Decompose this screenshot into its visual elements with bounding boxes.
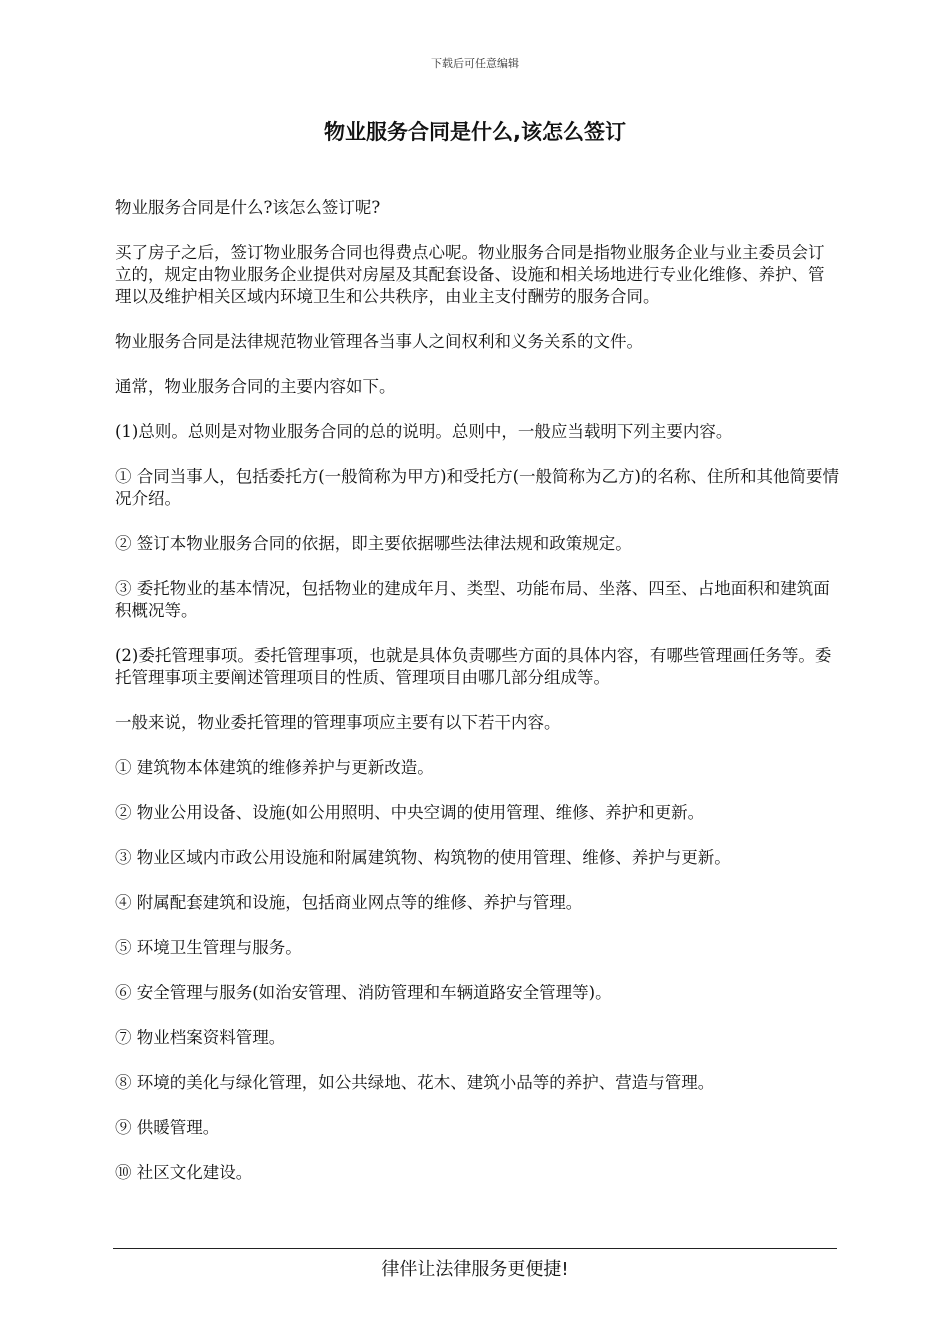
list-item: ⑦ 物业档案资料管理。 [115, 1028, 286, 1047]
paragraph-main-content-intro: 通常，物业服务合同的主要内容如下。 [115, 377, 396, 396]
header-note: 下载后可任意编辑 [431, 57, 519, 70]
paragraph-definition: 买了房子之后，签订物业服务合同也得费点心呢。物业服务合同是指物业服务企业与业主委员会订立的，规定由物业服务企业提供对房屋及其配套设备、设施和相关场地进行专业化维修、养护、管理以及维护相关区域内环境卫生和公共秩序，由业主支付酬劳的服务合同。 [115, 243, 825, 306]
list-item: ⑧ 环境的美化与绿化管理，如公共绿地、花木、建筑小品等的养护、营造与管理。 [115, 1073, 715, 1092]
list-item: ③ 委托物业的基本情况，包括物业的建成年月、类型、功能布局、坐落、四至、占地面积和建筑面积概况等。 [115, 579, 830, 620]
list-item: ④ 附属配套建筑和设施，包括商业网点等的维修、养护与管理。 [115, 893, 583, 912]
page-title: 物业服务合同是什么,该怎么签订 [324, 120, 626, 144]
list-item: ⑥ 安全管理与服务(如治安管理、消防管理和车辆道路安全管理等)。 [115, 983, 612, 1002]
list-item: ③ 物业区域内市政公用设施和附属建筑物、构筑物的使用管理、维修、养护与更新。 [115, 848, 731, 867]
list-item: ⑨ 供暖管理。 [115, 1118, 220, 1137]
paragraph-intro-question: 物业服务合同是什么?该怎么签订呢? [115, 198, 381, 217]
footer-divider [113, 1248, 837, 1249]
list-item: ① 合同当事人，包括委托方(一般简称为甲方)和受托方(一般简称为乙方)的名称、住所和其他简要情况介绍。 [115, 467, 839, 508]
list-item: ① 建筑物本体建筑的维修养护与更新改造。 [115, 758, 434, 777]
paragraph-entrusted-matters: (2)委托管理事项。委托管理事项，也就是具体负责哪些方面的具体内容，有哪些管理画任务等。委托管理事项主要阐述管理项目的性质、管理项目由哪几部分组成等。 [115, 646, 832, 687]
paragraph-general-provisions: (1)总则。总则是对物业服务合同的总的说明。总则中，一般应当载明下列主要内容。 [115, 422, 733, 441]
list-item: ② 签订本物业服务合同的依据，即主要依据哪些法律法规和政策规定。 [115, 534, 632, 553]
document-body [115, 197, 840, 1207]
list-item: ⑩ 社区文化建设。 [115, 1163, 253, 1182]
list-item: ⑤ 环境卫生管理与服务。 [115, 938, 302, 957]
paragraph-matters-intro: 一般来说，物业委托管理的管理事项应主要有以下若干内容。 [115, 713, 561, 732]
list-item: ② 物业公用设备、设施(如公用照明、中央空调的使用管理、维修、养护和更新。 [115, 803, 705, 822]
footer-slogan: 律伴让法律服务更便捷! [381, 1259, 569, 1280]
paragraph-legal-nature: 物业服务合同是法律规范物业管理各当事人之间权利和义务关系的文件。 [115, 332, 643, 351]
